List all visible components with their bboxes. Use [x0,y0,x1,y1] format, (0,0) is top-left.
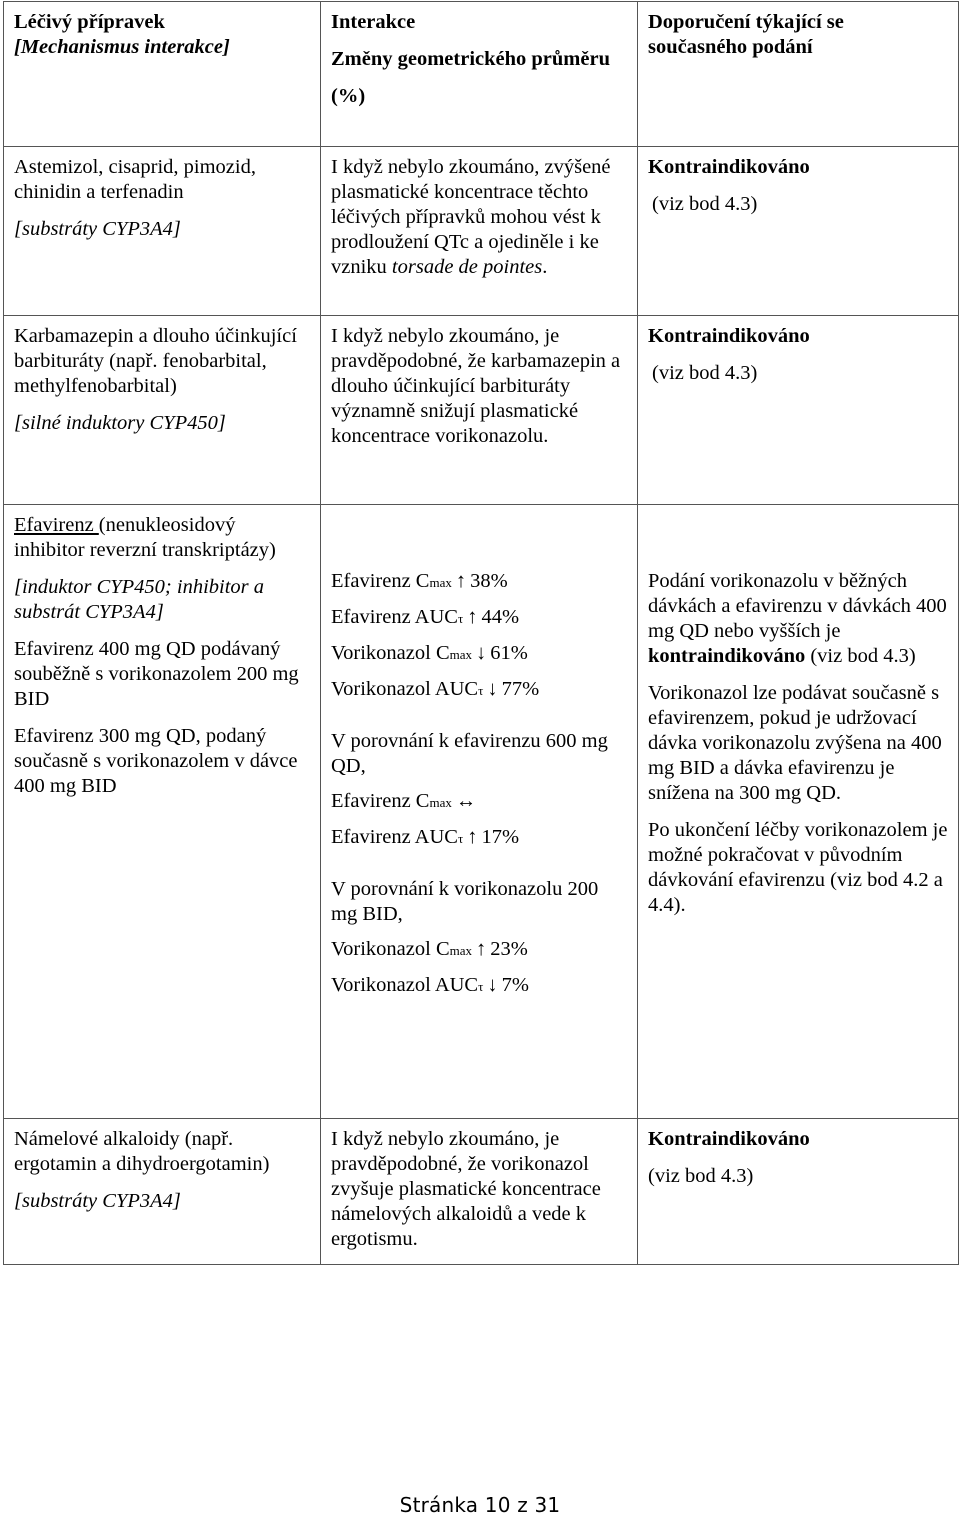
pk-line: Vorikonazol AUCτ ↓ 7% [331,974,529,996]
drug-cell [4,147,321,316]
pk-line: Efavirenz AUCτ ↑ 17% [331,826,520,848]
interaction-table [3,1,959,1265]
interaction-text: I když nebylo zkoumáno, je pravděpodobné, že vorikonazol zvyšuje plasmatické koncentrace námelových alkaloidů a vede k ergotismu. [331,1128,601,1250]
recommendation-text-2: Vorikonazol lze podávat současně s efavirenzem, pokud je udržovací dávka vorikonazolu zvýšena na 400 mg BID a dávka efavirenzu je snížena na 300 mg QD. [648,682,942,804]
table-row [4,1119,959,1265]
pk-line: Vorikonazol Cmax ↑ 23% [331,938,528,960]
arrow-up-icon: ↑ [467,826,478,848]
table-row [4,147,959,316]
interaction-cell [321,505,638,1119]
drug-cell [4,316,321,505]
drug-name: Námelové alkaloidy (např. ergotamin a dihydroergotamin) [14,1128,270,1175]
arrow-up-icon: ↑ [476,938,487,960]
recommendation-cell [638,1119,959,1265]
pk-line: Efavirenz Cmax ↔ [331,789,627,815]
pk-line: Vorikonazol AUCτ ↓ 77% [331,678,540,700]
drug-cell [4,1119,321,1265]
arrow-down-icon: ↓ [487,974,498,996]
dose-regimen-1: Efavirenz 400 mg QD podávaný souběžně s vorikonazolem 200 mg BID [14,638,299,710]
comparison-1: V porovnání k efavirenzu 600 mg QD, [331,730,608,777]
interaction-cell [321,316,638,505]
pk-group-1 [331,569,627,703]
table-row [4,505,959,1119]
drug-cell [4,505,321,1119]
header-percent-title: (%) [331,85,366,107]
comparison-2: V porovnání k vorikonazolu 200 mg BID, [331,878,599,925]
recommendation-cell [638,147,959,316]
drug-name: Astemizol, cisaprid, pimozid, chinidin a terfenadin [14,156,256,203]
drug-name: Karbamazepin a dlouho účinkující barbituráty (např. fenobarbital, methylfenobarbital) [14,325,297,397]
drug-mechanism: [induktor CYP450; inhibitor a substrát CYP3A4] [14,576,265,623]
header-geometric-mean-title: Změny geometrického průměru [331,48,610,70]
header-recommendation-cell [638,2,959,147]
pk-line: Efavirenz Cmax ↑ 38% [331,570,508,592]
recommendation-status: Kontraindikováno [648,156,810,178]
interaction-text: I když nebylo zkoumáno, zvýšené plasmatické koncentrace těchto léčivých přípravků mohou vést k prodloužení QTc a ojediněle i ke vzniku torsade de pointes. [331,156,611,278]
header-drug-cell [4,2,321,147]
page-number: Stránka 10 z 31 [399,1493,561,1517]
header-interaction-cell [321,2,638,147]
header-drug-title: Léčivý přípravek [14,11,165,33]
header-recommendation-title: Doporučení týkající se současného podání [648,11,844,58]
table-header-row [4,2,959,147]
header-interaction-title: Interakce [331,11,416,33]
dose-regimen-2: Efavirenz 300 mg QD, podaný současně s vorikonazolem v dávce 400 mg BID [14,725,298,797]
recommendation-text-1: Podání vorikonazolu v běžných dávkách a efavirenzu v dávkách 400 mg QD nebo vyšších je kontraindikováno (viz bod 4.3) [648,570,947,667]
recommendation-cell [638,505,959,1119]
recommendation-text-3: Po ukončení léčby vorikonazolem je možné pokračovat v původním dávkování efavirenzu (viz bod 4.2 a 4.4). [648,819,948,916]
recommendation-status: Kontraindikováno [648,325,810,347]
arrow-up-icon: ↑ [455,570,467,592]
drug-mechanism: [substráty CYP3A4] [14,218,181,240]
pk-line: Vorikonazol Cmax ↓ 61% [331,642,528,664]
table-row [4,316,959,505]
interaction-text: I když nebylo zkoumáno, je pravděpodobné, že karbamazepin a dlouho účinkující barbituráty významně snižují plasmatické koncentrace vorikonazolu. [331,325,621,447]
arrow-both-icon: ↔ [455,790,477,812]
recommendation-reference: (viz bod 4.3) [648,1165,754,1187]
drug-mechanism: [substráty CYP3A4] [14,1190,181,1212]
recommendation-status: Kontraindikováno [648,1128,810,1150]
drug-mechanism: [silné induktory CYP450] [14,412,226,434]
pk-line: Efavirenz AUCτ ↑ 44% [331,606,520,628]
interaction-cell [321,1119,638,1265]
header-mechanism-title: [Mechanismus interakce] [14,36,230,58]
arrow-up-icon: ↑ [467,606,478,628]
recommendation-reference: (viz bod 4.3) [652,193,758,215]
recommendation-cell [638,316,959,505]
arrow-down-icon: ↓ [476,642,487,664]
drug-name: Efavirenz (nenukleosidový inhibitor reverzní transkriptázy) [14,514,276,561]
interaction-cell [321,147,638,316]
arrow-down-icon: ↓ [487,678,498,700]
recommendation-reference: (viz bod 4.3) [652,362,758,384]
